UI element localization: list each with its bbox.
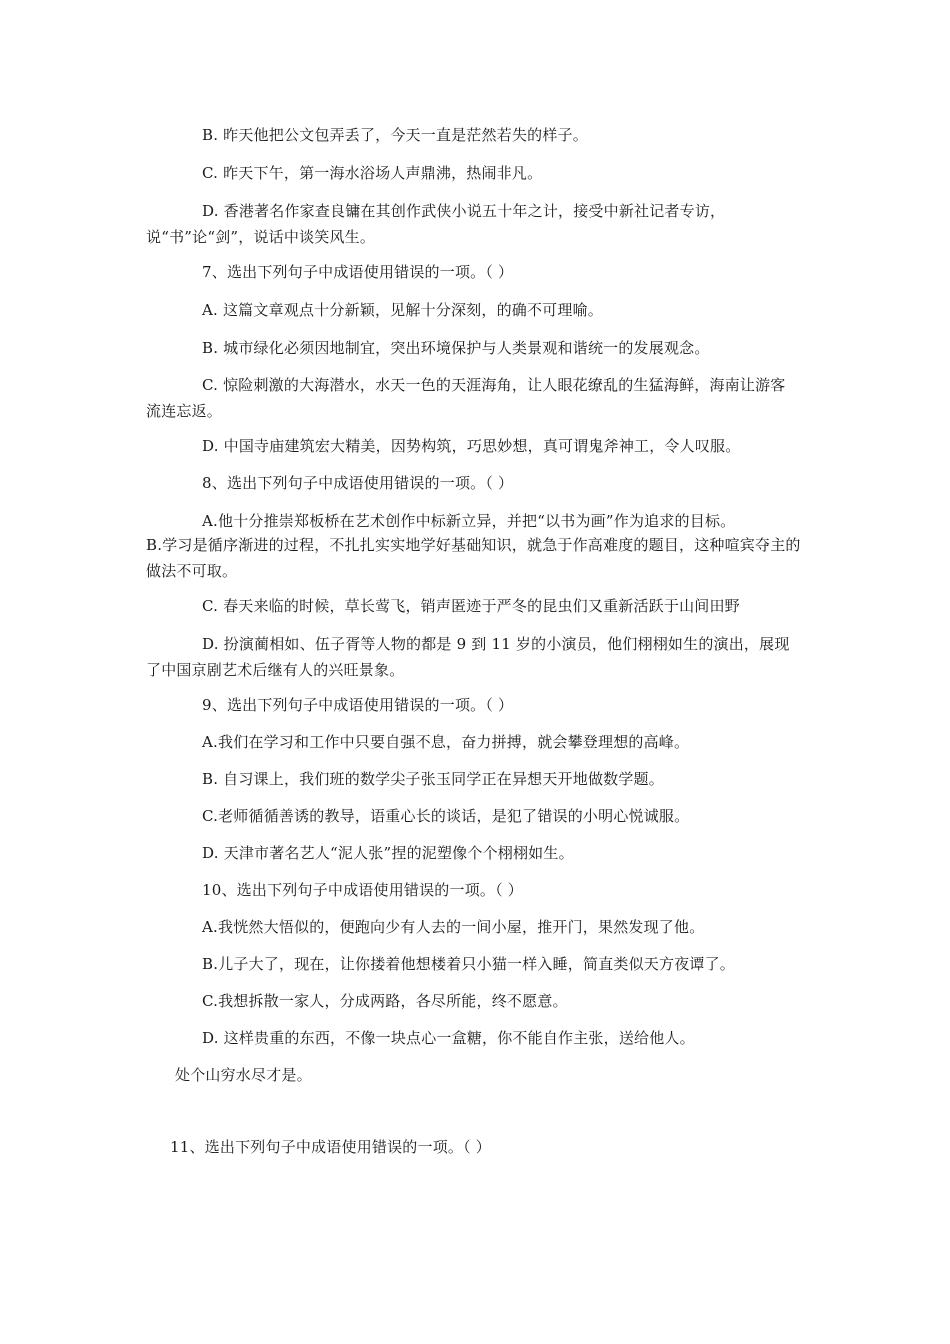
q9-option-b: B. 自习课上，我们班的数学尖子张玉同学正在异想天开地做数学题。 [202, 770, 664, 788]
q10-option-a: A.我恍然大悟似的，便跑向少有人去的一间小屋，推开门，果然发现了他。 [202, 918, 705, 936]
q6-option-b: B. 昨天他把公文包弄丢了，今天一直是茫然若失的样子。 [202, 126, 588, 144]
q7-option-c: C. 惊险刺激的大海潜水，水天一色的天涯海角，让人眼花缭乱的生猛海鲜，海南让游客流连忘返。 [146, 376, 786, 420]
q10-option-b: B.儿子大了，现在，让你搂着他想楼着只小猫一样入睡，简直类似天方夜谭了。 [202, 955, 735, 973]
question-8: 8、选出下列句子中成语使用错误的一项。（ ） [202, 474, 514, 492]
q6-option-d: D. 香港著名作家查良镛在其创作武侠小说五十年之计，接受中新社记者专访，说“书”论“剑”，说话中谈笑风生。 [146, 202, 726, 246]
q8-option-d: D. 扮演蔺相如、伍子胥等人物的都是 9 到 11 岁的小演员，他们栩栩如生的演出，展现了中国京剧艺术后继有人的兴旺景象。 [146, 635, 790, 679]
q10-option-d: D. 这样贵重的东西，不像一块点心一盒糖，你不能自作主张，送给他人。 [202, 1029, 695, 1047]
question-9: 9、选出下列句子中成语使用错误的一项。（ ） [202, 696, 514, 714]
q7-option-b: B. 城市绿化必须因地制宜，突出环境保护与人类景观和谐统一的发展观念。 [202, 339, 710, 357]
q8-option-b: B.学习是循序渐进的过程，不扎扎实实地学好基础知识，就急于作高难度的题目，这种喧宾夺主的做法不可取。 [146, 536, 801, 580]
q7-option-a: A. 这篇文章观点十分新颖，见解十分深刻，的确不可理喻。 [202, 301, 603, 319]
q9-option-a: A.我们在学习和工作中只要自强不息，奋力拼搏，就会攀登理想的高峰。 [202, 733, 690, 751]
q7-option-d: D. 中国寺庙建筑宏大精美，因势构筑，巧思妙想，真可谓鬼斧神工，令人叹服。 [202, 437, 741, 455]
trailing-text: 处个山穷水尽才是。 [175, 1066, 312, 1084]
q9-option-c: C.老师循循善诱的教导，语重心长的谈话，是犯了错误的小明心悦诚服。 [202, 807, 690, 825]
question-10: 10、选出下列句子中成语使用错误的一项。（ ） [202, 881, 523, 899]
q6-option-c: C. 昨天下午，第一海水浴场人声鼎沸，热闹非凡。 [202, 164, 543, 182]
q8-option-c: C. 春天来临的时候，草长莺飞，销声匿迹于严冬的昆虫们又重新活跃于山间田野 [202, 597, 740, 615]
q10-option-c: C.我想拆散一家人，分成两路，各尽所能，终不愿意。 [202, 992, 568, 1010]
q8-option-a: A.他十分推崇郑板桥在艺术创作中标新立异，并把“以书为画”作为追求的目标。 [202, 512, 736, 530]
q9-option-d: D. 天津市著名艺人“泥人张”捏的泥塑像个个栩栩如生。 [202, 844, 574, 862]
question-11: 11、选出下列句子中成语使用错误的一项。（ ） [170, 1138, 491, 1156]
question-7: 7、选出下列句子中成语使用错误的一项。（ ） [202, 263, 514, 281]
